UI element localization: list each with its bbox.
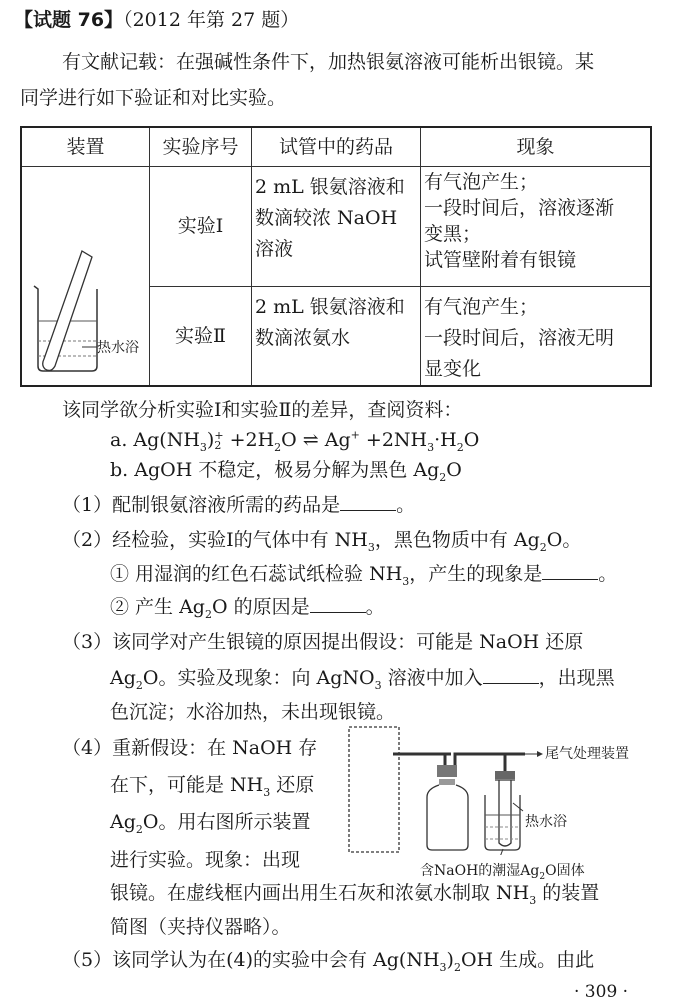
body-line xyxy=(110,881,599,905)
text-run: 该同学欲分析实验Ⅰ和实验Ⅱ的差异，查阅资料： xyxy=(62,399,463,421)
text-run: O ⇌ Ag xyxy=(281,429,351,451)
experiment-id: 实验Ⅰ xyxy=(150,167,252,287)
answer-blank xyxy=(542,565,598,580)
text-run: （2）经检验，实验Ⅰ的气体中有 NH xyxy=(62,529,368,551)
subscript: 2 xyxy=(274,440,282,454)
text-run: O 的原因是 xyxy=(211,596,310,618)
solid-label-text: O固体 xyxy=(545,863,585,879)
subscript: 3 xyxy=(263,785,271,799)
text-run: 溶液中加入 xyxy=(381,667,483,689)
subscript: 2 xyxy=(539,540,547,554)
experiment-id: 实验Ⅱ xyxy=(150,287,252,387)
text-run: （3）该同学对产生银镜的原因提出假设：可能是 NaOH 还原 xyxy=(62,631,584,653)
phenomenon-line: 一段时间后，溶液逐渐 xyxy=(424,197,615,219)
phenomenon-line: 显变化 xyxy=(424,358,482,380)
body-line xyxy=(110,562,617,586)
body-line xyxy=(110,666,615,690)
reagent-line: 2 mL 银氨溶液和 xyxy=(255,176,405,198)
solid-label-sub: 2 xyxy=(539,871,546,882)
text-run: OH 生成。由此 xyxy=(460,949,595,971)
text-run: 同学进行如下验证和对比实验。 xyxy=(20,87,287,109)
text-run: 进行实验。现象：出现 xyxy=(110,849,301,871)
table-header: 现象 xyxy=(421,127,652,167)
reagents-cell xyxy=(252,167,421,287)
subscript: 3 xyxy=(374,678,382,692)
experiment-table xyxy=(20,126,652,387)
body-line xyxy=(62,528,581,552)
phenomenon-line: 变黑； xyxy=(424,223,482,245)
reagent-line: 数滴较浓 NaOH xyxy=(255,207,398,229)
reagent-line: 数滴浓氨水 xyxy=(255,327,351,349)
phenomenon-line: 有气泡产生； xyxy=(424,171,539,193)
text-run: O。实验及现象：向 AgNO xyxy=(142,667,375,689)
subscript: 3 xyxy=(439,960,447,974)
subscript: 3 xyxy=(427,440,435,454)
text-run: Ag xyxy=(110,667,136,689)
text-run: ① 用湿润的红色石蕊试纸检验 NH xyxy=(110,563,403,585)
reagent-line: 溶液 xyxy=(255,238,294,260)
body-line xyxy=(62,948,594,972)
text-run: O。 xyxy=(546,529,582,551)
text-run: 的装置 xyxy=(536,882,600,904)
reagent-line: 2 mL 银氨溶液和 xyxy=(255,296,405,318)
body-line xyxy=(110,458,462,482)
answer-blank xyxy=(310,598,366,613)
text-run: +2NH xyxy=(359,429,428,451)
text-run: 有文献记载：在强碱性条件下，加热银氨溶液可能析出银镜。某 xyxy=(62,51,595,73)
subscript: 3 xyxy=(367,540,375,554)
text-run: Ag xyxy=(110,811,136,833)
sub-superscript xyxy=(214,431,223,451)
subscript: 2 xyxy=(439,470,447,484)
text-run: a. Ag(NH xyxy=(110,429,200,451)
text-run: ) xyxy=(206,429,215,451)
text-run: b. AgOH 不稳定，极易分解为黑色 Ag xyxy=(110,459,440,481)
tail-gas-label: 尾气处理装置 xyxy=(545,746,629,762)
subscript: 3 xyxy=(529,893,537,907)
phenomena-cell xyxy=(421,287,652,387)
page-number: · 309 · xyxy=(574,982,629,1002)
text-run: +2H xyxy=(223,429,275,451)
text-run: （5）该同学认为在(4)的实验中会有 Ag(NH xyxy=(62,949,440,971)
intro-line xyxy=(20,86,286,110)
body-line xyxy=(110,810,310,834)
subscript: 3 xyxy=(199,440,207,454)
text-run: 色沉淀；水浴加热，未出现银镜。 xyxy=(110,701,396,723)
apparatus-cell xyxy=(21,167,150,387)
text-run: ，产生的现象是 xyxy=(409,563,543,585)
text-run: ，黑色物质中有 Ag xyxy=(374,529,540,551)
superscript: + xyxy=(350,428,360,442)
text-run: 在下，可能是 NH xyxy=(110,774,264,796)
script-text: + xyxy=(214,429,224,442)
table-row xyxy=(21,167,651,287)
subscript: 3 xyxy=(402,574,410,588)
text-run: ·H xyxy=(434,429,457,451)
text-run: 还原 xyxy=(270,774,315,796)
text-run: O xyxy=(463,429,480,451)
question-label: 【试题 76】 xyxy=(14,9,124,31)
table-header: 试管中的药品 xyxy=(252,127,421,167)
phenomenon-line: 有气泡产生； xyxy=(424,296,539,318)
question-source: （2012 年第 27 题） xyxy=(123,9,300,31)
text-run: O。用右图所示装置 xyxy=(142,811,311,833)
text-run: （1）配制银氨溶液所需的药品是 xyxy=(62,494,341,516)
body-line xyxy=(110,773,314,797)
text-run: ，出现黑 xyxy=(538,667,615,689)
solid-label xyxy=(420,860,585,882)
subscript: 2 xyxy=(135,822,143,836)
subscript: 2 xyxy=(453,960,461,974)
text-run: 银镜。在虚线框内画出用生石灰和浓氨水制取 NH xyxy=(110,882,530,904)
body-line xyxy=(110,428,479,452)
table-header: 实验序号 xyxy=(150,127,252,167)
text-run: 。 xyxy=(365,596,385,618)
body-line xyxy=(110,595,385,619)
text-run: ) xyxy=(446,949,454,971)
table-header: 装置 xyxy=(21,127,150,167)
body-line xyxy=(62,736,317,760)
answer-blank xyxy=(340,496,396,511)
text-run: ② 产生 Ag xyxy=(110,596,205,618)
apparatus-figure-2 xyxy=(345,725,665,855)
body-line xyxy=(110,700,395,724)
table-header-row xyxy=(21,127,651,167)
phenomenon-line: 试管壁附着有银镜 xyxy=(424,249,577,271)
question-header xyxy=(14,8,299,32)
intro-line xyxy=(62,50,594,74)
reagents-cell xyxy=(252,287,421,387)
subscript: 2 xyxy=(204,607,212,621)
subscript: 2 xyxy=(135,678,143,692)
body-line xyxy=(110,915,291,939)
hot-water-bath-label: 热水浴 xyxy=(525,814,567,830)
subscript: 2 xyxy=(456,440,464,454)
script-text: 2 xyxy=(214,439,222,452)
text-run: 。 xyxy=(396,494,416,516)
hot-water-bath-label: 热水浴 xyxy=(97,340,139,356)
text-run: （4）重新假设：在 NaOH 存 xyxy=(62,737,318,759)
phenomenon-line: 一段时间后，溶液无明 xyxy=(424,327,615,349)
text-run: 简图（夹持仪器略）。 xyxy=(110,916,291,938)
body-line xyxy=(62,493,415,517)
body-line xyxy=(110,848,300,872)
body-line xyxy=(62,630,583,654)
answer-blank xyxy=(483,669,539,684)
solid-label-text: 含NaOH的潮湿Ag xyxy=(420,863,540,879)
body-line xyxy=(62,398,462,422)
phenomena-cell xyxy=(421,167,652,287)
text-run: 。 xyxy=(598,563,618,585)
text-run: O xyxy=(446,459,462,481)
